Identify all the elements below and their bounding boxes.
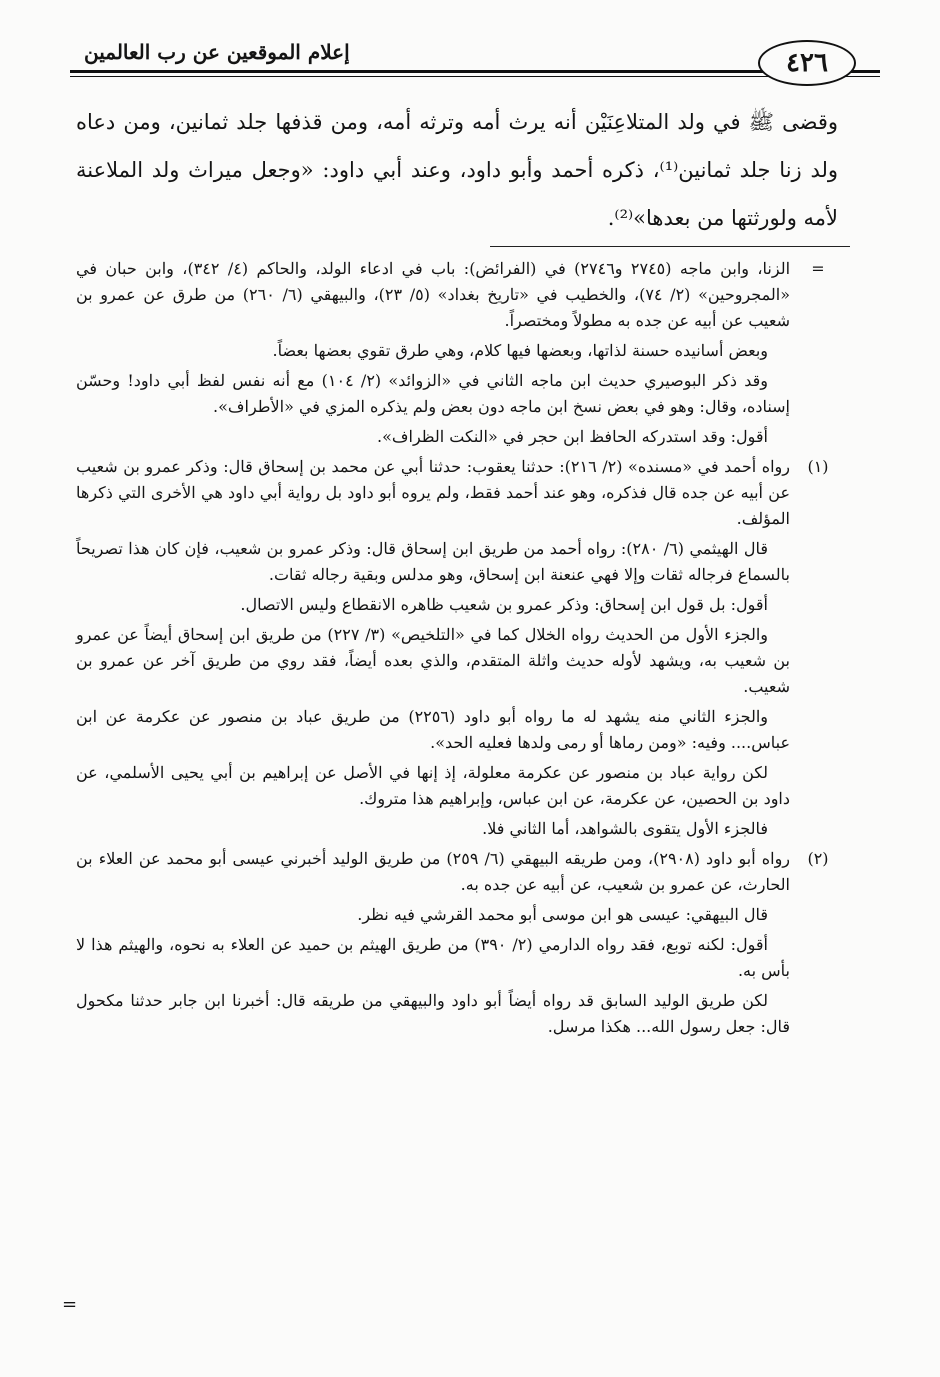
- header-rule: [70, 70, 880, 73]
- footnote-paragraph: رواه أحمد في «مسنده» (٢/ ٢١٦): حدثنا يعقوب: حدثنا أبي عن محمد بن إسحاق قال: وذكر عمرو بن شعيب عن أبيه عن جده قال فذكره، وهو عند أحمد فقط، ولم يروه أبو داود بل رواية أبي داود هي الأخرى التي ذكرها المؤلف.: [76, 457, 791, 528]
- page-header: [70, 32, 880, 92]
- footnotes: [76, 256, 838, 1044]
- footnote-2: [76, 846, 838, 1040]
- footnote-continuation: [76, 256, 838, 450]
- main-paragraph: وقضى ﷺ في ولد المتلاعِنَيْن أنه يرث أمه وترثه أمه، ومن قذفها جلد ثمانين، ومن دعاه ولد زنا جلد ثمانين⁽¹⁾، ذكره أحمد وأبو داود، وعند أبي داود: «وجعل ميراث ولد الملاعنة لأمه ولورثتها من بعدها»⁽²⁾.: [76, 110, 839, 230]
- footnote-paragraph: والجزء الأول من الحديث رواه الخلال كما في «التلخيص» (٣/ ٢٢٧) من طريق ابن إسحاق أيضاً عن عمرو بن شعيب به، ويشهد لأوله حديث واثلة المتقدم، والذي بعده أيضاً، فقد روي من طريق آخر عن عمرو بن شعيب.: [76, 625, 790, 696]
- footnote-paragraph: رواه أبو داود (٢٩٠٨)، ومن طريقه البيهقي (٦/ ٢٥٩) من طريق الوليد أخبرني عيسى أبو محمد عن العلاء بن الحارث، عن عمرو بن شعيب، عن أبيه عن جده به.: [76, 849, 791, 894]
- footnote-paragraph: وقد ذكر البوصيري حديث ابن ماجه الثاني في «الزوائد» (٢/ ١٠٤) مع أنه نفس لفظ أبي داود! وحسّن إسناده، وقال: وهو في بعض نسخ ابن ماجه دون بعض ولم يذكره المزي في «الأطراف».: [76, 371, 790, 416]
- footnote-paragraph: أقول: وقد استدركه الحافظ ابن حجر في «النكت الظراف».: [377, 427, 768, 446]
- footnote-paragraph: لكن طريق الوليد السابق قد رواه أيضاً أبو داود والبيهقي من طريقه قال: أخبرنا ابن جابر حدثنا مكحول قال: جعل رسول الله... هكذا مرسل.: [76, 991, 790, 1036]
- footnote-paragraph: قال الهيثمي (٦/ ٢٨٠): رواه أحمد من طريق ابن إسحاق قال: وذكر عمرو بن شعيب، فإن كان هذا تصريحاً بالسماع فرجاله ثقات وإلا فهي عنعنة ابن إسحاق، وهو مدلس وبقية رجاله ثقات.: [76, 539, 790, 584]
- main-text: [76, 98, 838, 242]
- footnote-paragraph: والجزء الثاني منه يشهد له ما رواه أبو داود (٢٢٥٦) من طريق عباد بن منصور عن عكرمة عن ابن عباس.... وفيه: «ومن رماها أو رمى ولدها فعليه الحد».: [76, 707, 790, 752]
- footnote-paragraph: أقول: لكنه توبع، فقد رواه الدارمي (٢/ ٣٩٠) من طريق الهيثم بن حميد عن العلاء به نحوه، والهيثم هذا لا بأس به.: [76, 935, 790, 980]
- page-number: ٤٢٦: [758, 40, 856, 86]
- footnote-marker: =: [811, 259, 825, 278]
- footnote-marker: (٢): [807, 849, 829, 868]
- footnote-paragraph: لكن رواية عباد بن منصور عن عكرمة معلولة، إذ إنها في الأصل عن إبراهيم بن أبي يحيى الأسلمي، عن داود بن الحصين، عن عكرمة، عن ابن عباس، وإبراهيم هذا متروك.: [76, 763, 790, 808]
- footnote-paragraph: قال البيهقي: عيسى هو ابن موسى أبو محمد القرشي فيه نظر.: [357, 905, 768, 924]
- header-rule-thin: [70, 76, 880, 77]
- footnote-separator: [490, 246, 850, 247]
- footnote-paragraph: الزنا، وابن ماجه (٢٧٤٥ و٢٧٤٦) في (الفرائض): باب في ادعاء الولد، والحاكم (٤/ ٣٤٢)، وابن حبان في «المجروحين» (٢/ ٧٤)، والخطيب في «تاريخ بغداد» (٥/ ٢٣)، والبيهقي (٦/ ٢٦٠) من طرق عن عمرو بن شعيب عن أبيه عن جده به مطولاً ومختصراً.: [76, 259, 791, 330]
- running-title: إعلام الموقعين عن رب العالمين: [78, 40, 356, 64]
- footnote-1: [76, 454, 838, 842]
- footnote-paragraph: وبعض أسانيده حسنة لذاتها، وبعضها فيها كلام، وهي طرق تقوي بعضها بعضاً.: [272, 341, 768, 360]
- footnote-marker: (١): [807, 457, 829, 476]
- footnote-paragraph: أقول: بل قول ابن إسحاق: وذكر عمرو بن شعيب ظاهره الانقطاع وليس الاتصال.: [240, 595, 768, 614]
- footnote-paragraph: فالجزء الأول يتقوى بالشواهد، أما الثاني فلا.: [482, 819, 768, 838]
- continuation-mark: =: [62, 1294, 78, 1315]
